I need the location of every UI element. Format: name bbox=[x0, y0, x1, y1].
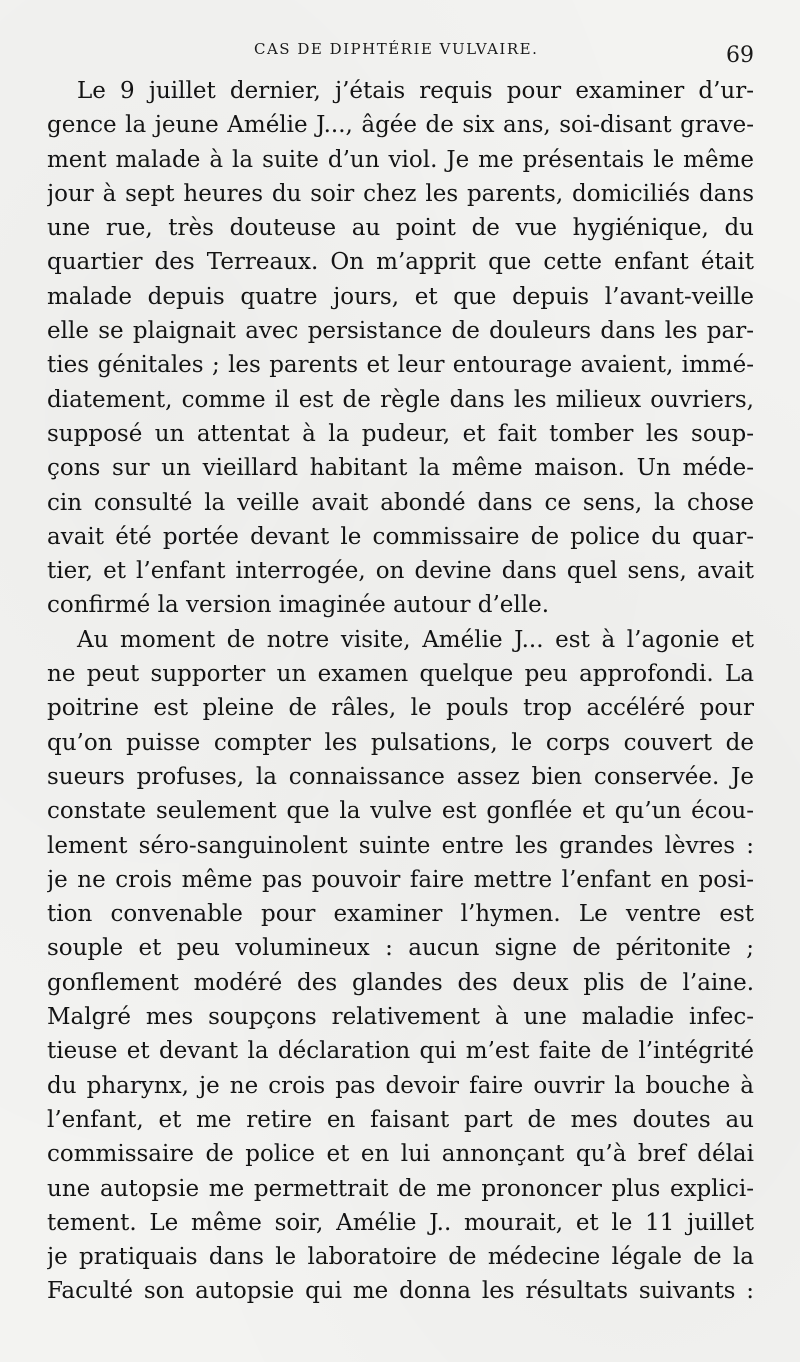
text-line: jour à sept heures du soir chez les parents, domiciliés dans bbox=[47, 180, 754, 207]
paragraph bbox=[47, 74, 754, 623]
text-line: elle se plaignait avec persistance de douleurs dans les par- bbox=[47, 318, 754, 345]
text-line: Faculté son autopsie qui me donna les résultats suivants : bbox=[47, 1278, 754, 1305]
text-line: cin consulté la veille avait abondé dans ce sens, la chose bbox=[47, 489, 754, 516]
text-line: gonflement modéré des glandes des deux plis de l’aine. bbox=[47, 969, 754, 996]
text-line: tieuse et devant la déclaration qui m’est faite de l’intégrité bbox=[47, 1038, 754, 1065]
text-line: Au moment de notre visite, Amélie J... est à l’agonie et bbox=[77, 626, 754, 653]
text-line: Le 9 juillet dernier, j’étais requis pour examiner d’ur- bbox=[77, 78, 754, 104]
text-line: constate seulement que la vulve est gonflée et qu’un écou- bbox=[47, 798, 754, 825]
text-line: supposé un attentat à la pudeur, et fait tomber les soup- bbox=[47, 420, 754, 447]
text-line: gence la jeune Amélie J..., âgée de six ans, soi-disant grave- bbox=[47, 112, 754, 139]
text-line: une autopsie me permettrait de me prononcer plus explici- bbox=[47, 1175, 754, 1202]
text-line: tement. Le même soir, Amélie J.. mourait, et le 11 juillet bbox=[47, 1209, 754, 1236]
text-line: diatement, comme il est de règle dans les milieux ouvriers, bbox=[47, 386, 754, 413]
text-line: poitrine est pleine de râles, le pouls trop accéléré pour bbox=[47, 695, 754, 722]
text-line: malade depuis quatre jours, et que depuis l’avant-veille bbox=[47, 283, 754, 310]
text-line: une rue, très douteuse au point de vue hygiénique, du bbox=[47, 215, 754, 242]
text-line: qu’on puisse compter les pulsations, le corps couvert de bbox=[47, 729, 754, 756]
text-line: confirmé la version imaginée autour d’elle. bbox=[47, 592, 550, 619]
text-line: je pratiquais dans le laboratoire de médecine légale de la bbox=[47, 1244, 754, 1271]
text-line: quartier des Terreaux. On m’apprit que cette enfant était bbox=[47, 249, 754, 276]
text-line: commissaire de police et en lui annonçant qu’à bref délai bbox=[47, 1141, 754, 1168]
text-line: ne peut supporter un examen quelque peu approfondi. La bbox=[47, 661, 754, 688]
paragraph bbox=[47, 623, 754, 1309]
text-line: je ne crois même pas pouvoir faire mettre l’enfant en posi- bbox=[47, 866, 754, 893]
text-line: souple et peu volumineux : aucun signe de péritonite ; bbox=[47, 935, 754, 962]
text-line: l’enfant, et me retire en faisant part de mes doutes au bbox=[47, 1106, 754, 1133]
text-line: avait été portée devant le commissaire de police du quar- bbox=[47, 523, 754, 550]
body-text bbox=[47, 74, 754, 1309]
text-line: ment malade à la suite d’un viol. Je me présentais le même bbox=[47, 146, 754, 173]
page-number: 69 bbox=[726, 43, 754, 68]
text-line: sueurs profuses, la connaissance assez bien conservée. Je bbox=[47, 763, 754, 790]
text-line: ties génitales ; les parents et leur entourage avaient, immé- bbox=[47, 352, 754, 379]
text-line: du pharynx, je ne crois pas devoir faire ouvrir la bouche à bbox=[47, 1072, 754, 1099]
text-line: tier, et l’enfant interrogée, on devine dans quel sens, avait bbox=[47, 558, 754, 585]
text-line: lement séro-sanguinolent suinte entre les grandes lèvres : bbox=[47, 832, 754, 859]
text-line: çons sur un vieillard habitant la même maison. Un méde- bbox=[47, 455, 754, 482]
text-line: Malgré mes soupçons relativement à une maladie infec- bbox=[47, 1004, 754, 1031]
running-head: CAS DE DIPHTÉRIE VULVAIRE. bbox=[254, 40, 539, 58]
text-line: tion convenable pour examiner l’hymen. Le ventre est bbox=[47, 901, 754, 928]
